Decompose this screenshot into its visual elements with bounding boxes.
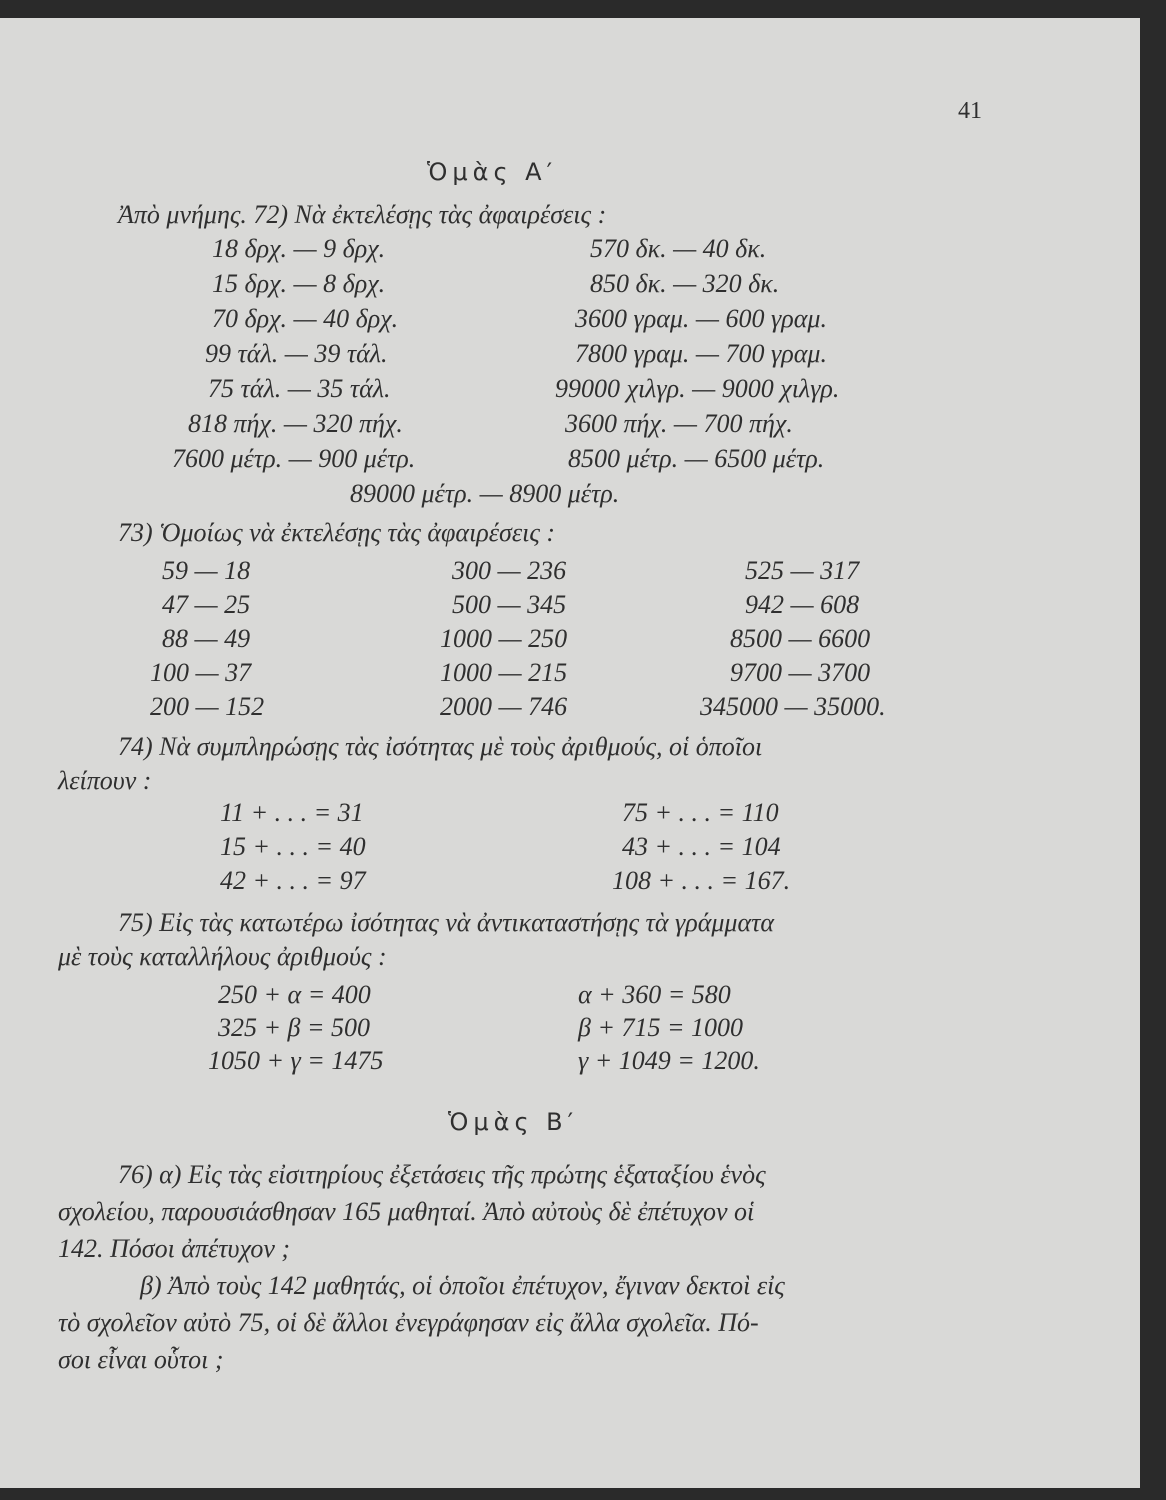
ex72-right-2: 850 δκ. — 320 δκ. [590,269,780,298]
page-number: 41 [958,98,982,124]
exercise-72-intro: Ἀπὸ μνήμης. 72) Νὰ ἐκτελέσῃς τὰς ἀφαιρέσεις : [118,200,607,229]
ex76a-line-3: 142. Πόσοι ἀπέτυχον ; [58,1234,291,1263]
ex72-right-4: 7800 γραμ. — 700 γραμ. [575,339,827,368]
ex73-c3-r2: 942 — 608 [745,590,860,619]
ex73-c1-r1: 59 — 18 [162,556,251,585]
ex74-right-1: 75 + . . . = 110 [622,798,779,827]
ex72-left-7: 7600 μέτρ. — 900 μέτρ. [172,444,416,473]
ex74-left-1: 11 + . . . = 31 [220,798,364,827]
ex73-c3-r1: 525 — 317 [745,556,860,585]
ex73-c1-r5: 200 — 152 [150,692,265,721]
ex73-c2-r4: 1000 — 215 [440,658,568,687]
ex72-right-7: 8500 μέτρ. — 6500 μέτρ. [568,444,825,473]
ex73-c3-r4: 9700 — 3700 [730,658,871,687]
ex73-c2-r3: 1000 — 250 [440,624,568,653]
ex72-left-4: 99 τάλ. — 39 τάλ. [205,339,388,368]
exercise-74-line-1: 74) Νὰ συμπληρώσῃς τὰς ἰσότητας μὲ τοὺς ἀριθμούς, οἱ ὁποῖοι [118,732,763,761]
book-page [0,18,1140,1488]
ex72-left-5: 75 τάλ. — 35 τάλ. [208,374,391,403]
ex76b-line-3: σοι εἶναι οὗτοι ; [58,1345,224,1374]
exercise-74-line-2: λείπουν : [58,766,152,795]
exercise-75-line-2: μὲ τοὺς καταλλήλους ἀριθμούς : [58,942,387,971]
ex73-c1-r4: 100 — 37 [150,658,252,687]
ex73-c2-r5: 2000 — 746 [440,692,568,721]
ex75-left-2: 325 + β = 500 [218,1013,371,1042]
ex73-c2-r1: 300 — 236 [452,556,567,585]
ex72-right-6: 3600 πήχ. — 700 πήχ. [565,409,793,438]
exercise-73-intro: 73) Ὁμοίως νὰ ἐκτελέσῃς τὰς ἀφαιρέσεις : [118,518,556,547]
ex73-c3-r3: 8500 — 6600 [730,624,871,653]
ex73-c3-r5: 345000 — 35000. [700,692,886,721]
ex76b-line-2: τὸ σχολεῖον αὐτὸ 75, οἱ δὲ ἄλλοι ἐνεγράφησαν εἰς ἄλλα σχολεῖα. Πό- [58,1308,759,1337]
ex75-left-1: 250 + α = 400 [218,980,371,1009]
ex75-right-1: α + 360 = 580 [578,980,731,1009]
ex74-right-2: 43 + . . . = 104 [622,832,781,861]
ex75-left-3: 1050 + γ = 1475 [208,1046,384,1075]
group-a-heading: Ὁμὰς Α′ [427,158,558,186]
exercise-75-line-1: 75) Εἰς τὰς κατωτέρω ἰσότητας νὰ ἀντικαταστήσῃς τὰ γράμματα [118,908,775,937]
ex73-c1-r2: 47 — 25 [162,590,251,619]
ex72-left-2: 15 δρχ. — 8 δρχ. [212,269,386,298]
ex72-right-3: 3600 γραμ. — 600 γραμ. [575,304,827,333]
ex73-c1-r3: 88 — 49 [162,624,251,653]
ex74-left-2: 15 + . . . = 40 [220,832,366,861]
ex76a-line-2: σχολείου, παρουσιάσθησαν 165 μαθηταί. Ἀπὸ αὐτοὺς δὲ ἐπέτυχον οἱ [58,1197,755,1226]
ex72-left-6: 818 πήχ. — 320 πήχ. [188,409,403,438]
ex72-last: 89000 μέτρ. — 8900 μέτρ. [350,479,620,508]
ex75-right-3: γ + 1049 = 1200. [578,1046,760,1075]
ex73-c2-r2: 500 — 345 [452,590,567,619]
ex74-right-3: 108 + . . . = 167. [612,866,791,895]
ex76a-line-1: 76) α) Εἰς τὰς εἰσιτηρίους ἐξετάσεις τῆς πρώτης ἑξαταξίου ἑνὸς [118,1160,766,1189]
ex75-right-2: β + 715 = 1000 [578,1013,744,1042]
group-b-heading: Ὁμὰς Β′ [448,1108,579,1136]
ex72-right-5: 99000 χιλγρ. — 9000 χιλγρ. [555,374,840,403]
ex72-left-3: 70 δρχ. — 40 δρχ. [212,304,399,333]
ex74-left-3: 42 + . . . = 97 [220,866,366,895]
ex72-left-1: 18 δρχ. — 9 δρχ. [212,234,386,263]
ex72-right-1: 570 δκ. — 40 δκ. [590,234,767,263]
ex76b-line-1: β) Ἀπὸ τοὺς 142 μαθητάς, οἱ ὁποῖοι ἐπέτυχον, ἔγιναν δεκτοὶ εἰς [140,1271,785,1300]
